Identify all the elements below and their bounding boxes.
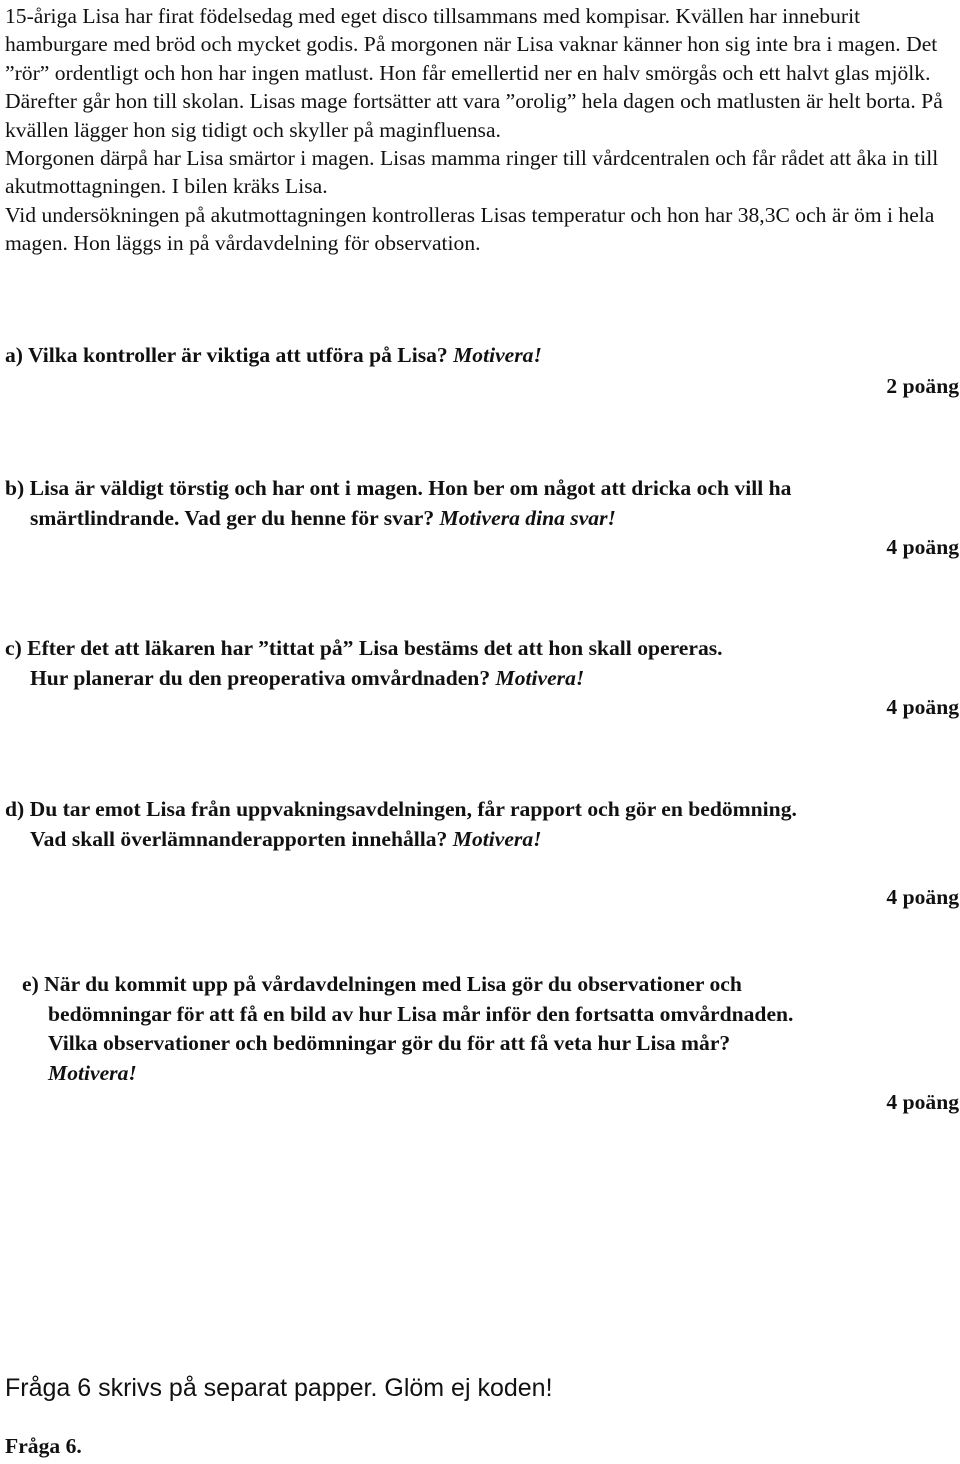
question-c-points: 4 poäng <box>886 695 959 719</box>
question-e-motivate: Motivera! <box>48 1060 137 1085</box>
question-c-line-2: Hur planerar du den preoperativa omvårdnaden? Motivera! <box>30 665 585 690</box>
question-c-line-1: c) Efter det att läkaren har ”tittat på” Lisa bestäms det att hon skall opereras. <box>5 636 723 660</box>
question-e-line-4 <box>5 1059 960 1089</box>
question-a-motivate: Motivera! <box>453 343 542 367</box>
question-e-line-2: bedömningar för att få en bild av hur Lisa mår inför den fortsatta omvårdnaden. <box>48 1001 794 1026</box>
question-b-points: 4 poäng <box>886 535 959 559</box>
question-b-motivate: Motivera dina svar! <box>439 505 616 530</box>
question-b-line-1: b) Lisa är väldigt törstig och har ont i magen. Hon ber om något att dricka och vill ha <box>5 476 792 500</box>
question-d <box>5 795 960 854</box>
question-b <box>5 474 960 533</box>
case-description <box>5 2 960 258</box>
separate-paper-note: Fråga 6 skrivs på separat papper. Glöm ej koden! <box>5 1374 553 1402</box>
intro-paragraph-1: 15-åriga Lisa har firat födelsedag med eget disco tillsammans med kompisar. Kvällen har inneburit hamburgare med bröd och mycket godis. På morgonen när Lisa vaknar känner hon sig inte bra i magen. Det ”rör” ordentligt och hon har ingen matlust. Hon får emellertid ner en halv smörgås och ett halvt glas mjölk. Därefter går hon till skolan. Lisas mage fortsätter att vara ”orolig” hela dagen och matlusten är helt borta. På kvällen lägger hon sig tidigt och skyller på maginfluensa. <box>5 4 943 142</box>
question-e-line-3: Vilka observationer och bedömningar gör du för att få veta hur Lisa mår? <box>48 1031 731 1055</box>
question-a-line-1: a) Vilka kontroller är viktiga att utföra på Lisa? Motivera! <box>5 343 542 367</box>
question-d-line-2: Vad skall överlämnanderapporten innehålla? Motivera! <box>30 826 542 851</box>
question-d-motivate: Motivera! <box>452 826 542 851</box>
question-d-points: 4 poäng <box>886 885 959 909</box>
question-e <box>5 970 960 1088</box>
question-e-points: 4 poäng <box>886 1090 959 1114</box>
question-d-line-1: d) Du tar emot Lisa från uppvakningsavdelningen, får rapport och gör en bedömning. <box>5 797 797 821</box>
question-c <box>5 634 960 693</box>
intro-paragraph-3: Vid undersökningen på akutmottagningen kontrolleras Lisas temperatur och hon har 38,3C och är öm i hela magen. Hon läggs in på vårdavdelning för observation. <box>5 202 935 256</box>
question-b-line-2: smärtlindrande. Vad ger du henne för svar? Motivera dina svar! <box>30 505 616 530</box>
question-a <box>5 341 960 371</box>
question-a-points: 2 poäng <box>886 374 959 398</box>
intro-paragraph-2: Morgonen därpå har Lisa smärtor i magen. Lisas mamma ringer till vårdcentralen och får rådet att åka in till akutmottagningen. I bilen kräks Lisa. <box>5 146 939 199</box>
question-e-line-1: e) När du kommit upp på vårdavdelningen med Lisa gör du observationer och <box>22 972 742 996</box>
question-6-title: Fråga 6. <box>5 1434 82 1458</box>
question-c-motivate: Motivera! <box>495 665 585 690</box>
